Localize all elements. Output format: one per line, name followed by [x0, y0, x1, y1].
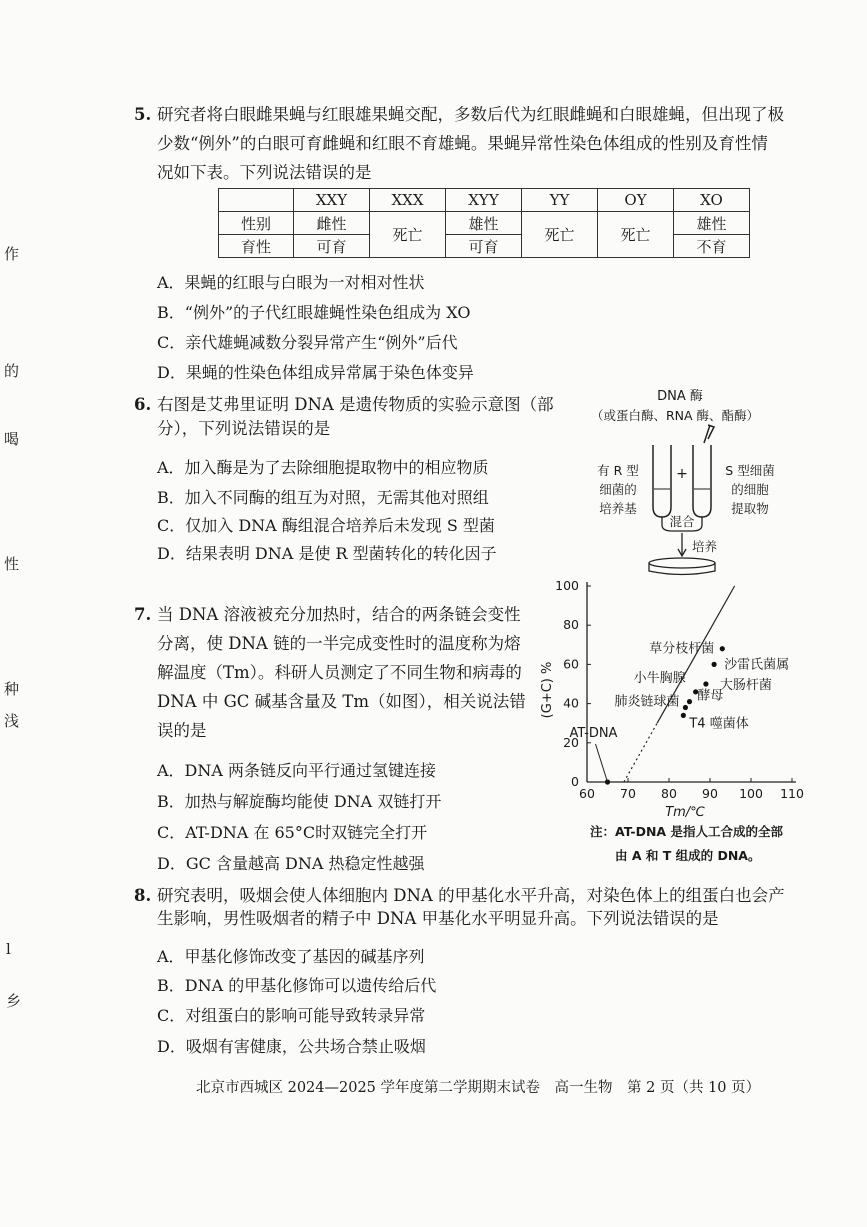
tube-r-culture-icon — [653, 445, 671, 517]
margin-char: 性 — [4, 555, 20, 573]
question-6-option-c: C．仅加入 DNA 酶组混合培养后未发现 S 型菌 — [157, 516, 495, 535]
question-7-stem-line3: 解温度（Tm）。科研人员测定了不同生物和病毒的 — [157, 663, 522, 682]
table-cell: 可育 — [446, 235, 522, 258]
table-cell: 雌性 — [294, 212, 370, 235]
right-label-2: 的细胞 — [731, 482, 769, 497]
y-tick-label: 100 — [555, 578, 579, 593]
question-7-number: 7. — [134, 605, 152, 624]
table-cell: 死亡 — [370, 212, 446, 258]
data-point — [683, 705, 688, 710]
question-5-stem-line1: 研究者将白眼雌果蝇与红眼雄果蝇交配，多数后代为红眼雌蝇和白眼雄蝇，但出现了极 — [157, 105, 784, 124]
left-label-3: 培养基 — [599, 501, 637, 516]
question-6-stem-line2: 分），下列说法错误的是 — [157, 419, 331, 438]
question-5-option-a: A．果蝇的红眼与白眼为一对相对性状 — [157, 273, 425, 292]
table-cell: 死亡 — [522, 212, 598, 258]
table-cell: 性别 — [219, 212, 294, 235]
table-cell: OY — [598, 189, 674, 212]
table-header-row — [219, 189, 750, 212]
question-6-option-a: A．加入酶是为了去除细胞提取物中的相应物质 — [157, 458, 489, 477]
question-8-option-c: C．对组蛋白的影响可能导致转录异常 — [157, 1006, 426, 1025]
x-tick-label: 100 — [739, 786, 763, 801]
question-7-option-b: B．加热与解旋酶均能使 DNA 双链打开 — [157, 792, 442, 811]
table-cell: 不育 — [674, 235, 750, 258]
question-7-stem-line2: 分离，使 DNA 链的一半完成变性时的温度称为熔 — [157, 634, 521, 653]
label-leader — [596, 744, 608, 782]
question-7-stem-line5: 误的是 — [157, 721, 207, 740]
y-tick-label: 20 — [563, 734, 579, 750]
question-6-stem-line1: 右图是艾弗里证明 DNA 是遗传物质的实验示意图（部 — [157, 395, 554, 414]
margin-char: 作 — [4, 245, 20, 263]
question-7-stem-line4: DNA 中 GC 碱基含量及 Tm（如图），相关说法错 — [157, 692, 526, 711]
margin-char: l — [6, 940, 11, 958]
x-tick-label: 90 — [702, 786, 718, 801]
table-cell — [219, 189, 294, 212]
plus-sign: + — [676, 466, 688, 482]
question-8-option-a: A．甲基化修饰改变了基因的碱基序列 — [157, 947, 425, 966]
chart-note-line2: 由 A 和 T 组成的 DNA。 — [615, 848, 761, 863]
y-tick-label: 80 — [563, 617, 579, 633]
data-point — [720, 646, 725, 651]
x-tick-label: 110 — [780, 786, 804, 801]
y-axis-label: (G+C) % — [540, 661, 555, 719]
table-cell: 育性 — [219, 235, 294, 258]
margin-char: 喝 — [4, 430, 20, 448]
question-6-option-b: B．加入不同酶的组互为对照，无需其他对照组 — [157, 488, 489, 507]
question-6-number: 6. — [134, 395, 152, 414]
table-cell: 雄性 — [674, 212, 750, 235]
margin-char: 乡 — [6, 992, 22, 1010]
x-tick-label: 60 — [579, 786, 595, 801]
question-6-option-d: D．结果表明 DNA 是使 R 型菌转化的转化因子 — [157, 544, 497, 563]
dropper-arrow-icon — [704, 425, 714, 443]
data-point-label: 小牛胸腺 — [633, 670, 686, 686]
table-cell: XXX — [370, 189, 446, 212]
left-label-1: 有 R 型 — [597, 463, 639, 478]
data-point-label: 大肠杆菌 — [719, 678, 772, 693]
mix-label: 混合 — [669, 514, 695, 529]
table-cell: XXY — [294, 189, 370, 212]
question-8-option-b: B．DNA 的甲基化修饰可以遗传给后代 — [157, 976, 437, 995]
right-label-1: S 型细菌 — [725, 463, 775, 478]
page-footer: 北京市西城区 2024—2025 学年度第二学期期末试卷 高一生物 第 2 页（共 10 页） — [196, 1080, 761, 1096]
table-cell: 死亡 — [598, 212, 674, 258]
question-8-option-d: D．吸烟有害健康，公共场合禁止吸烟 — [157, 1037, 426, 1056]
table-cell: 雄性 — [446, 212, 522, 235]
x-tick-label: 70 — [620, 786, 636, 801]
tm-gc-chart — [535, 575, 825, 825]
question-8-stem-line2: 生影响，男性吸烟者的精子中 DNA 甲基化水平明显升高。下列说法错误的是 — [157, 909, 719, 928]
data-point — [712, 662, 717, 667]
left-label-2: 细菌的 — [599, 482, 637, 497]
question-5-number: 5. — [134, 105, 152, 124]
table-cell: XO — [674, 189, 750, 212]
question-8-stem-line1: 研究表明，吸烟会使人体细胞内 DNA 的甲基化水平升高，对染色体上的组蛋白也会产 — [157, 886, 785, 905]
question-5-option-b: B．“例外”的子代红眼雄蝇性染色组成为 XO — [157, 303, 471, 322]
table-cell: YY — [522, 189, 598, 212]
x-tick-label: 80 — [661, 786, 677, 801]
question-5-stem-line2: 少数“例外”的白眼可育雌蝇和红眼不育雄蝇。果蝇异常性染色体组成的性别及育性情 — [157, 134, 768, 153]
data-point — [703, 681, 708, 686]
question-7-option-d: D．GC 含量越高 DNA 热稳定性越强 — [157, 854, 425, 873]
data-point — [681, 713, 686, 718]
trend-line-dotted — [624, 723, 657, 782]
table-cell: 可育 — [294, 235, 370, 258]
x-axis-label: Tm/℃ — [665, 805, 705, 820]
data-point-label: 肺炎链球菌 — [614, 694, 680, 710]
question-7-option-a: A．DNA 两条链反向平行通过氢键连接 — [157, 761, 437, 780]
data-point-label: 草分枝杆菌 — [649, 641, 715, 657]
avery-experiment-figure — [580, 385, 790, 580]
margin-char: 种 — [4, 680, 20, 698]
y-tick-label: 0 — [571, 774, 579, 789]
right-label-3: 提取物 — [731, 501, 769, 516]
enzyme-subtitle: （或蛋白酶、RNA 酶、酯酶） — [590, 408, 760, 423]
question-5-option-c: C．亲代雄蝇减数分裂异常产生“例外”后代 — [157, 333, 458, 352]
question-8-number: 8. — [134, 886, 152, 905]
y-tick-label: 60 — [563, 656, 579, 672]
table-cell: XYY — [446, 189, 522, 212]
data-point — [687, 699, 692, 704]
question-5-option-d: D．果蝇的性染色体组成异常属于染色体变异 — [157, 363, 474, 382]
data-point-label: 沙雷氏菌属 — [724, 657, 790, 673]
culture-label: 培养 — [692, 539, 718, 554]
chart-note-line1: 注：AT-DNA 是指人工合成的全部 — [590, 824, 783, 839]
tube-s-extract-icon — [693, 445, 711, 517]
data-point-label: 酵母 — [697, 688, 724, 704]
table-row — [219, 212, 750, 235]
petri-dish-base — [649, 563, 715, 575]
petri-dish-icon — [649, 558, 715, 568]
question-5-stem-line3: 况如下表。下列说法错误的是 — [157, 163, 372, 182]
question-7-stem-line1: 当 DNA 溶液被充分加热时，结合的两条链会变性 — [157, 605, 521, 624]
question-7-option-c: C．AT-DNA 在 65°C时双链完全打开 — [157, 823, 428, 842]
data-point-label: T4 噬菌体 — [689, 716, 749, 732]
karyotype-table — [218, 188, 750, 258]
margin-char: 浅 — [4, 712, 20, 730]
data-point-label: AT-DNA — [569, 726, 618, 741]
enzyme-title: DNA 酶 — [657, 389, 703, 404]
y-tick-label: 40 — [563, 695, 579, 711]
margin-char: 的 — [4, 362, 20, 380]
